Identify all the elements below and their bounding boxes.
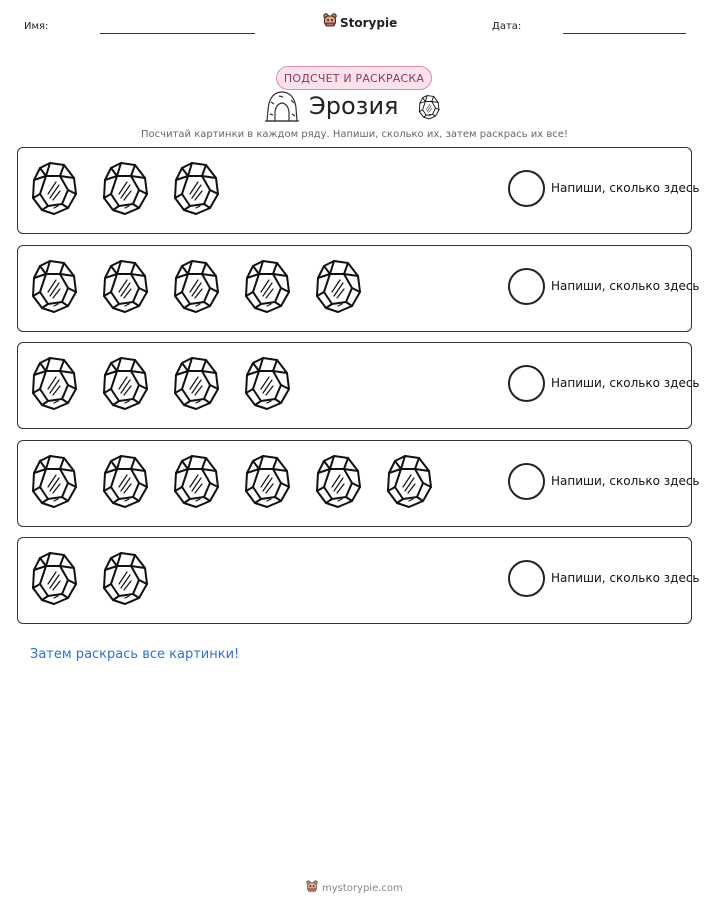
footer-url: mystorypie.com xyxy=(322,883,403,894)
answer-label: Напиши, сколько здесь xyxy=(551,376,700,390)
gem-icon[interactable] xyxy=(314,453,362,509)
storypie-logo-icon xyxy=(306,880,318,897)
gem-icon[interactable] xyxy=(101,160,149,216)
count-row-5 xyxy=(17,537,700,624)
gem-icon[interactable] xyxy=(243,258,291,314)
gem-icon[interactable] xyxy=(101,258,149,314)
gem-icon[interactable] xyxy=(30,160,78,216)
brand xyxy=(323,13,397,32)
name-label: Имя: xyxy=(24,21,49,32)
gem-icon[interactable] xyxy=(30,453,78,509)
gem-icon[interactable] xyxy=(243,355,291,411)
gem-icon[interactable] xyxy=(172,258,220,314)
date-label: Дата: xyxy=(492,21,522,32)
brand-name: Storypie xyxy=(340,15,398,30)
gem-icon[interactable] xyxy=(30,355,78,411)
gem-icon[interactable] xyxy=(385,453,433,509)
answer-label: Напиши, сколько здесь xyxy=(551,571,700,585)
answer-label: Напиши, сколько здесь xyxy=(551,279,700,293)
name-line[interactable] xyxy=(100,33,255,34)
answer-label: Напиши, сколько здесь xyxy=(551,474,700,488)
date-line[interactable] xyxy=(563,33,686,34)
answer-circle[interactable] xyxy=(508,170,545,207)
answer-label: Напиши, сколько здесь xyxy=(551,181,700,195)
gem-icon[interactable] xyxy=(101,453,149,509)
gem-icon[interactable] xyxy=(30,258,78,314)
title-row xyxy=(0,90,709,128)
footer-note: Затем раскрась все картинки! xyxy=(30,647,240,662)
answer-circle[interactable] xyxy=(508,560,545,597)
footer-brand[interactable] xyxy=(306,880,403,897)
page-title: Эрозия xyxy=(309,92,399,120)
gem-icon[interactable] xyxy=(101,355,149,411)
answer-circle[interactable] xyxy=(508,365,545,402)
gem-icon[interactable] xyxy=(243,453,291,509)
gem-icon[interactable] xyxy=(101,550,149,606)
gem-icon[interactable] xyxy=(30,550,78,606)
title-gem-icon xyxy=(418,94,440,124)
gem-icon[interactable] xyxy=(172,355,220,411)
answer-circle[interactable] xyxy=(508,268,545,305)
instructions: Посчитай картинки в каждом ряду. Напиши, сколько их, затем раскрась их все! xyxy=(141,129,568,140)
gem-icon[interactable] xyxy=(314,258,362,314)
answer-circle[interactable] xyxy=(508,463,545,500)
count-row-4 xyxy=(17,440,700,527)
storypie-logo-icon xyxy=(323,13,337,32)
count-row-1 xyxy=(17,147,700,234)
gem-icon[interactable] xyxy=(172,160,220,216)
count-row-3 xyxy=(17,342,700,429)
count-row-2 xyxy=(17,245,700,332)
rock-arch-icon xyxy=(265,90,299,126)
category-badge: ПОДСЧЕТ И РАСКРАСКА xyxy=(276,66,432,90)
gem-icon[interactable] xyxy=(172,453,220,509)
